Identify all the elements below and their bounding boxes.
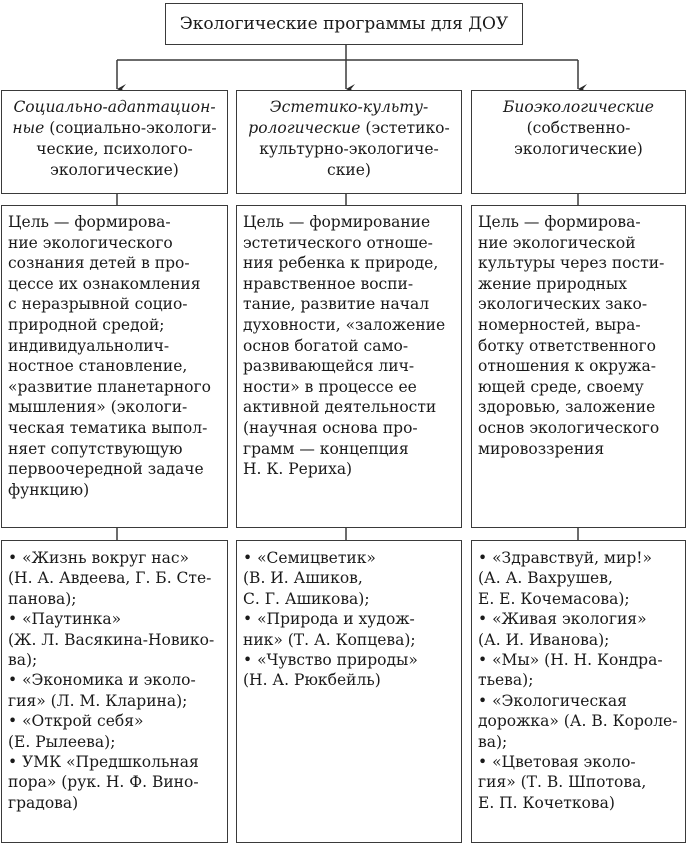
goal-box-2 [236, 205, 462, 528]
goal-line: «развитие планетарного [8, 377, 211, 396]
programs-box-1 [1, 540, 228, 843]
goal-line: индивидуальнолич- [8, 336, 170, 355]
goal-line: Н. К. Рериха) [243, 460, 353, 479]
program-line: • «Паутинка» [8, 610, 122, 629]
program-line: ник» (Т. А. Копцева); [243, 630, 416, 649]
category-aesthetic-cultural [236, 90, 462, 194]
head-text-line: культурно-экологиче- [259, 140, 439, 158]
goal-line: ние экологической [478, 233, 636, 252]
goal-line: грамм — концепция [243, 439, 409, 458]
goal-line: духовности, «заложение [243, 315, 446, 334]
program-line: (А. И. Иванова); [478, 630, 610, 649]
goal-line: природной средой; [8, 315, 165, 334]
program-line: Е. П. Кочеткова) [478, 793, 615, 812]
program-line: • «Живая экология» [478, 610, 647, 629]
goal-line: нравственное воспи- [243, 274, 414, 293]
goal-line: ностное становление, [8, 357, 188, 376]
program-line: (В. И. Ашиков, [243, 569, 363, 588]
head-text-line: (собственно- [526, 119, 631, 137]
program-line: • «Семицветик» [243, 549, 376, 567]
category-bioecological [471, 90, 686, 194]
goal-line: (научная основа про- [243, 418, 418, 437]
program-line: • «Экономика и эколо- [8, 671, 196, 690]
goal-line: развивающейся лич- [243, 357, 415, 376]
program-line: ва); [478, 732, 508, 751]
goal-line: основ экологического [478, 418, 660, 437]
goal-line: основ богатой само- [243, 336, 409, 355]
goal-line: жение природных [478, 274, 627, 293]
goal-line: эстетического отноше- [243, 233, 433, 252]
diagram-title-text: Экологические программы для ДОУ [179, 14, 509, 34]
goal-box-3 [471, 205, 686, 528]
goal-line: ющей среде, своему [478, 377, 644, 396]
goal-line: мировоззрения [478, 439, 605, 458]
program-line: гия» (Л. М. Кларина); [8, 691, 188, 710]
program-line: дорожка» (А. В. Короле- [478, 712, 678, 731]
program-line: • «Чувство природы» [243, 651, 418, 670]
head-text-line: экологические) [514, 140, 643, 158]
category-social-adaptive [1, 90, 228, 194]
program-line: (А. А. Вахрушев, [478, 569, 613, 588]
head-text-line: ческие, психолого- [36, 140, 193, 158]
program-line: панова); [8, 589, 77, 608]
goal-line: мышления» (экологи- [8, 398, 188, 417]
head-text-line: ские) [327, 161, 371, 179]
head-italic-line: Эстетико-культу- [269, 98, 429, 116]
program-line: градова) [8, 793, 79, 812]
goal-line: Цель — формирование [243, 213, 431, 231]
goal-line: ние экологического [8, 233, 173, 252]
goal-line: сознания детей в про- [8, 254, 190, 273]
program-line: • УМК «Предшкольная [8, 753, 199, 772]
programs-box-2 [236, 540, 462, 843]
head-italic-line: ные [12, 119, 45, 137]
program-line: гия» (Т. В. Шпотова, [478, 773, 647, 792]
goal-line: цессе их ознакомления [8, 274, 201, 293]
goal-line: активной деятельности [243, 398, 437, 417]
goal-box-1 [1, 205, 228, 528]
goal-line: ческая тематика выпол- [8, 418, 208, 437]
program-line: • «Природа и худож- [243, 610, 415, 629]
goal-line: няет сопутствующую [8, 439, 183, 458]
program-line: • «Жизнь вокруг нас» [8, 549, 190, 567]
goal-line: Цель — формирова- [478, 213, 641, 231]
program-line: • «Мы» (Н. Н. Кондра- [478, 651, 663, 670]
head-text-line: экологические) [50, 161, 179, 179]
program-line: (Е. Рылеева); [8, 732, 116, 751]
goal-line: здоровью, заложение [478, 398, 656, 417]
goal-line: ботку ответственного [478, 336, 656, 355]
program-line: пора» (рук. Н. Ф. Вино- [8, 773, 199, 792]
program-line: • «Цветовая эколо- [478, 753, 636, 772]
program-line: ва); [8, 651, 38, 670]
head-italic-line: Социально-адаптацион- [13, 98, 216, 116]
program-line: (Н. А. Рюкбейль) [243, 671, 381, 690]
goal-line: номерностей, выра- [478, 315, 641, 334]
goal-line: Цель — формирова- [8, 213, 171, 231]
goal-line: первоочередной задаче [8, 460, 204, 479]
goal-line: ности» в процессе ее [243, 377, 417, 396]
program-line: тьева); [478, 671, 534, 690]
program-line: (Ж. Л. Васякина-Новико- [8, 630, 215, 649]
program-line: • «Здравствуй, мир!» [478, 549, 652, 567]
program-line: (Н. А. Авдеева, Г. Б. Сте- [8, 569, 212, 588]
programs-box-3 [471, 540, 686, 843]
head-italic-line: Биоэкологические [503, 98, 654, 116]
goal-line: культуры через пости- [478, 254, 665, 273]
goal-line: с неразрывной социо- [8, 295, 188, 314]
program-line: С. Г. Ашикова); [243, 589, 370, 608]
program-line: • «Экологическая [478, 691, 627, 710]
goal-line: тание, развитие начал [243, 295, 430, 314]
goal-line: ния ребенка к природе, [243, 254, 439, 273]
goal-line: экологических зако- [478, 295, 648, 314]
program-line: Е. Е. Кочемасова); [478, 589, 630, 608]
goal-line: отношения к окружа- [478, 357, 656, 376]
head-text-line: (эстетико- [360, 119, 450, 137]
head-italic-line: рологические [248, 119, 361, 137]
diagram-title [165, 3, 523, 45]
head-text-line: (социально-экологи- [44, 119, 217, 137]
goal-line: функцию) [8, 480, 90, 499]
program-line: • «Открой себя» [8, 712, 144, 731]
